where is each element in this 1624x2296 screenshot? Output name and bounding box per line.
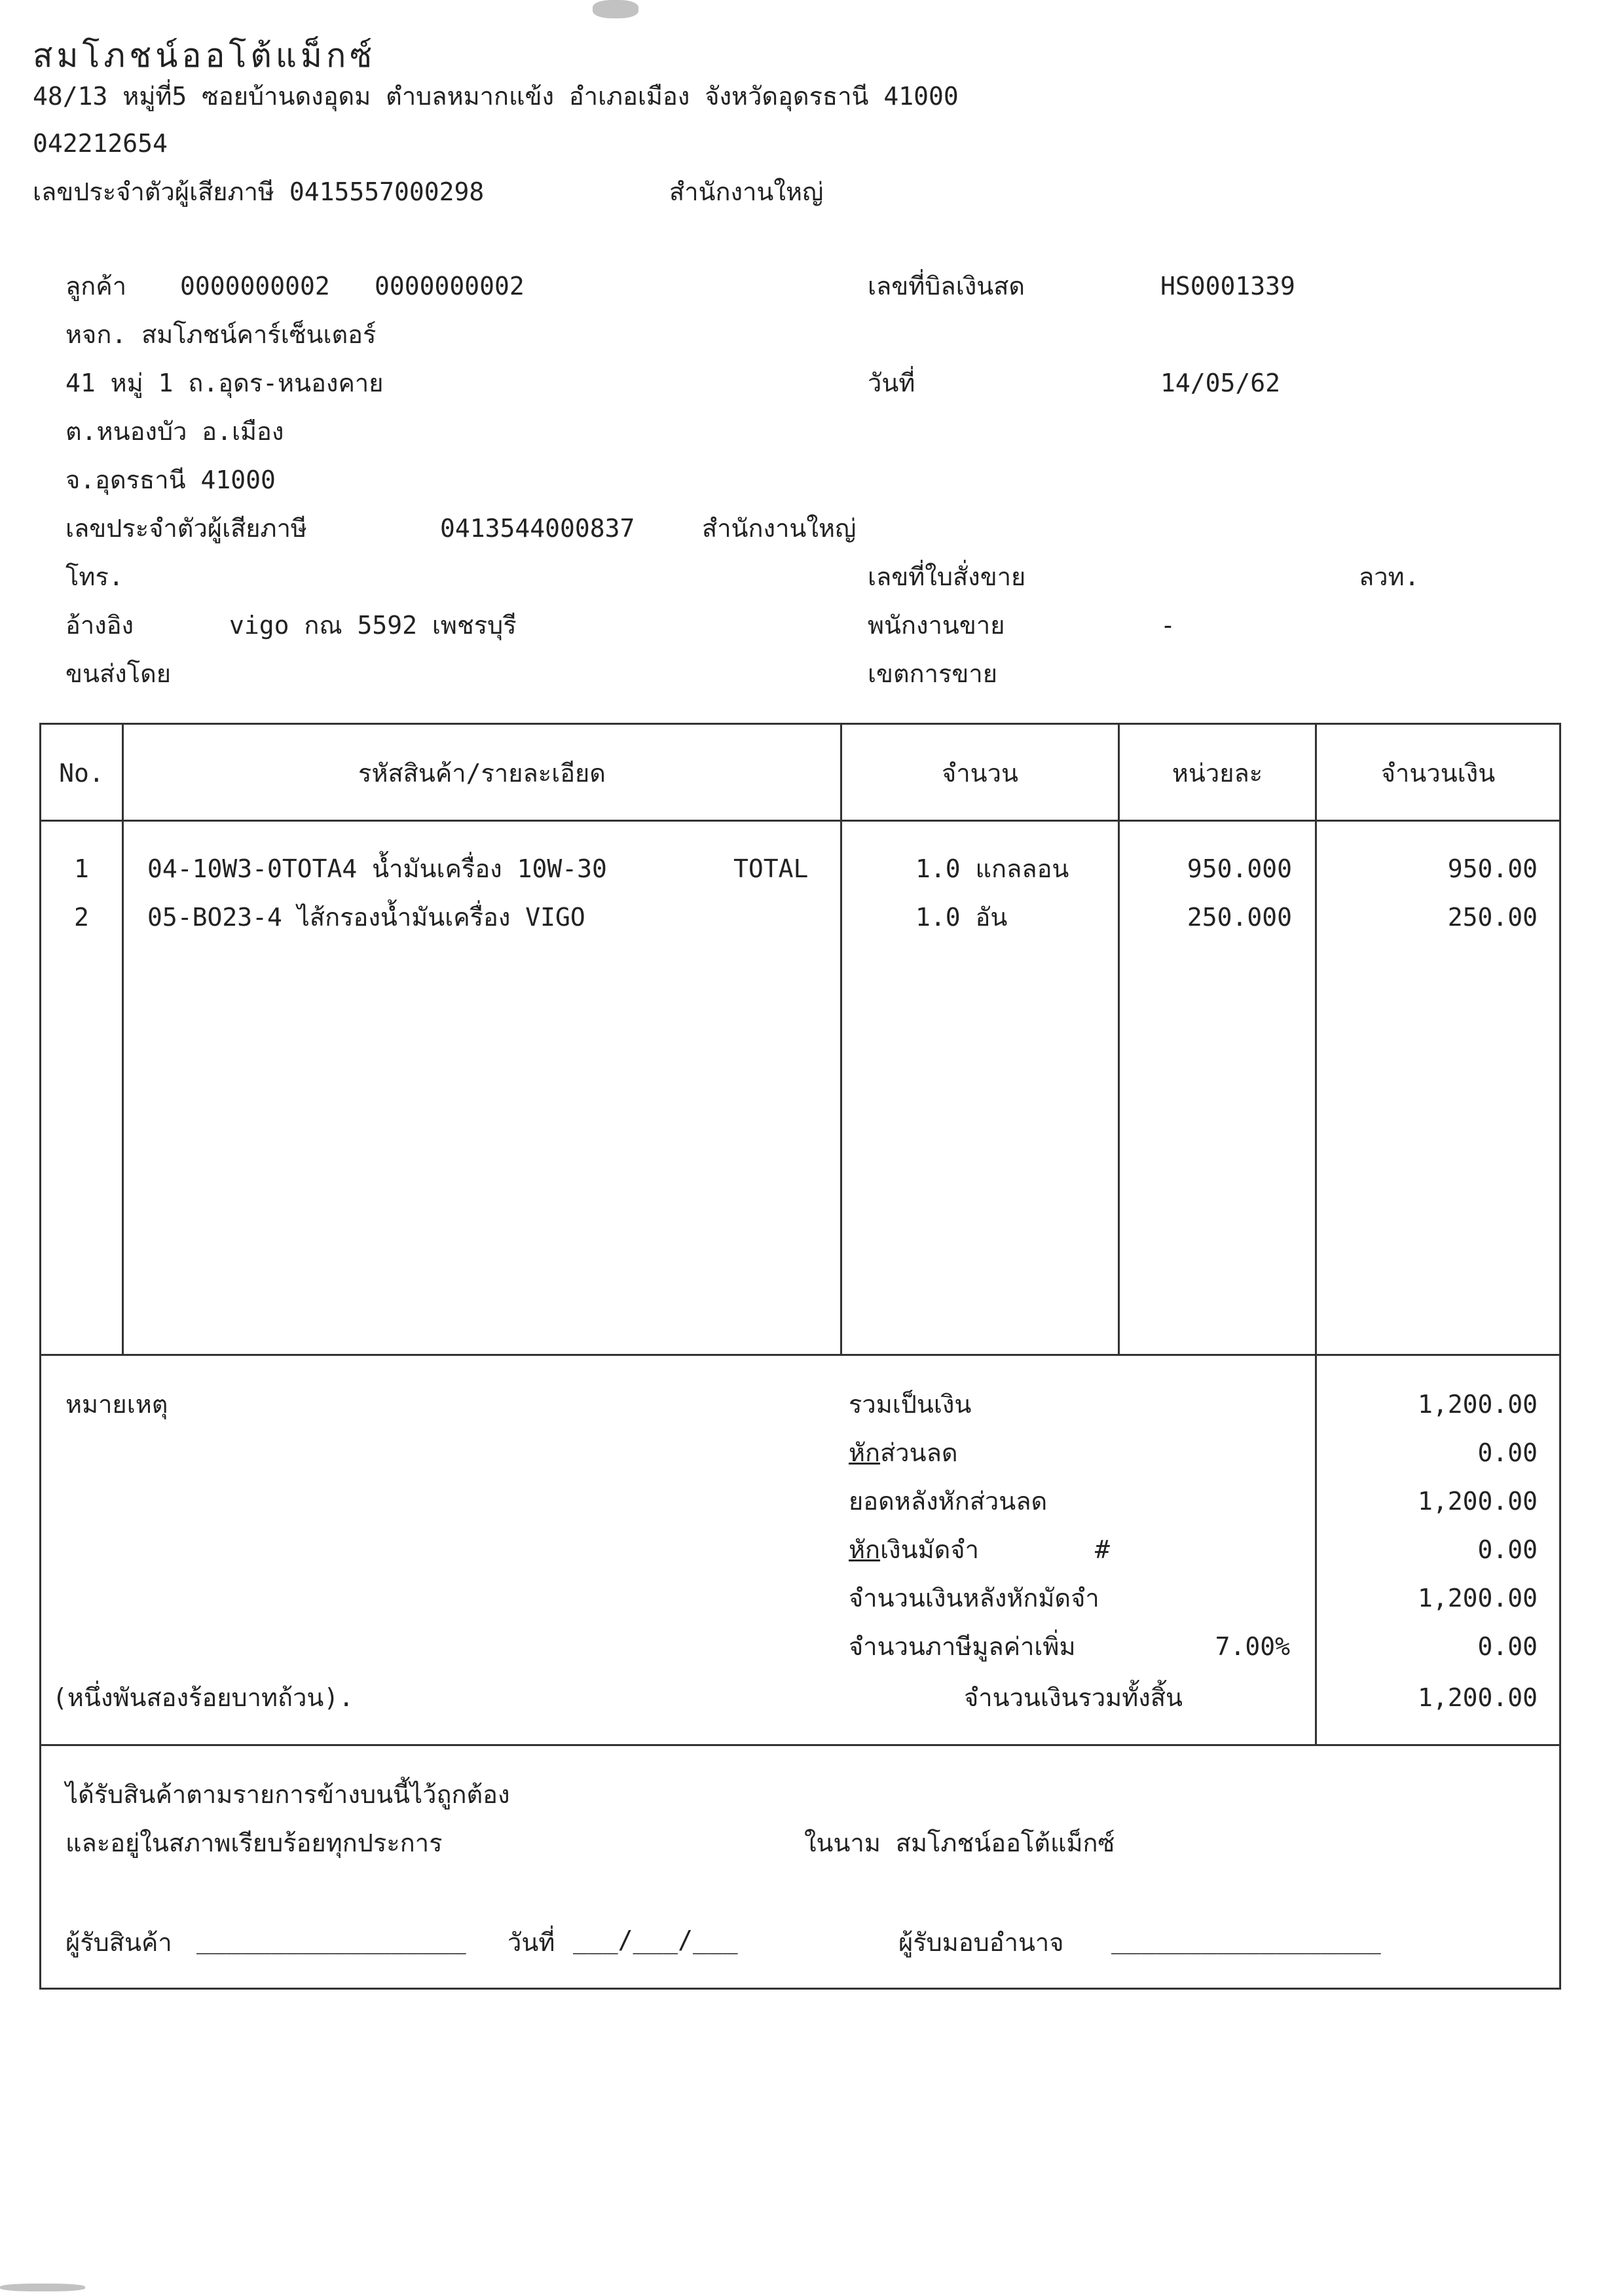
bill-date: 14/05/62 — [1160, 369, 1281, 397]
amount-in-words: (หนึ่งพันสองร้อยบาทถ้วน). — [52, 1683, 354, 1712]
grand-total-value: 1,200.00 — [1417, 1683, 1538, 1712]
received-statement-1: ได้รับสินค้าตามรายการข้างบนนี้ไว้ถูกต้อง — [65, 1780, 510, 1809]
after-discount-value: 1,200.00 — [1417, 1487, 1538, 1516]
bill-number: HS0001339 — [1160, 272, 1295, 301]
vat-label: จำนวนภาษีมูลค่าเพิ่ม — [849, 1632, 1076, 1661]
receiver-label: ผู้รับสินค้า — [65, 1928, 172, 1957]
customer-code-2: 0000000002 — [375, 272, 525, 301]
receive-date-blank: ___/___/___ — [573, 1925, 738, 1954]
received-statement-2: และอยู่ในสภาพเรียบร้อยทุกประการ — [65, 1829, 443, 1857]
bill-date-label: วันที่ — [868, 369, 915, 397]
row-description: 05-BO23-4 ไส้กรองน้ำมันเครื่อง VIGO — [147, 903, 585, 932]
header-unit-price: หน่วยละ — [1172, 759, 1263, 788]
receiver-signature-line: __________________ — [196, 1925, 466, 1954]
subtotal-value: 1,200.00 — [1417, 1390, 1538, 1419]
customer-label: ลูกค้า — [65, 272, 127, 301]
receive-date-label: วันที่ — [507, 1928, 555, 1957]
salesperson-value: - — [1160, 611, 1175, 640]
customer-phone-label: โทร. — [65, 562, 124, 591]
vat-rate: 7.00% — [1215, 1632, 1290, 1661]
company-tax-id: เลขประจำตัวผู้เสียภาษี 0415557000298 — [33, 177, 485, 206]
discount-label — [849, 1440, 958, 1465]
sales-order-value: ลวท. — [1359, 562, 1420, 591]
subtotal-label: รวมเป็นเงิน — [849, 1390, 972, 1419]
after-deposit-label: จำนวนเงินหลังหักมัดจำ — [849, 1584, 1099, 1613]
header-description: รหัสสินค้า/รายละเอียด — [358, 759, 606, 788]
row-quantity: 1.0 อัน — [915, 903, 1008, 932]
header-amount: จำนวนเงิน — [1380, 759, 1496, 788]
bill-number-label: เลขที่บิลเงินสด — [868, 272, 1025, 301]
company-name: สมโภชน์ออโต้แม็กซ์ — [33, 37, 377, 75]
customer-tax-id: 0413544000837 — [440, 514, 635, 543]
authorized-label: ผู้รับมอบอำนาจ — [898, 1928, 1064, 1957]
grand-total-label: จำนวนเงินรวมทั้งสิ้น — [964, 1683, 1183, 1712]
deposit-label — [849, 1537, 979, 1562]
customer-address-1: 41 หมู่ 1 ถ.อุดร-หนองคาย — [65, 369, 384, 397]
row-brand: TOTAL — [733, 854, 809, 883]
on-behalf-of: ในนาม สมโภชน์ออโต้แม็กซ์ — [804, 1829, 1115, 1857]
row-number: 2 — [74, 903, 89, 932]
after-deposit-value: 1,200.00 — [1417, 1584, 1538, 1613]
deposit-label-text: เงินมัดจำ — [880, 1535, 979, 1564]
discount-label-deduct: หัก — [849, 1438, 881, 1467]
row-unit-price: 250.000 — [1187, 903, 1292, 932]
header-no: No. — [59, 759, 104, 788]
company-branch: สำนักงานใหญ่ — [669, 177, 824, 206]
company-address: 48/13 หมู่ที่5 ซอยบ้านดงอุดม ตำบลหมากแข้ง อำเภอเมือง จังหวัดอุดรธานี 41000 — [33, 82, 959, 111]
salesperson-label: พนักงานขาย — [868, 611, 1005, 640]
sales-order-label: เลขที่ใบสั่งขาย — [868, 562, 1026, 591]
scan-smudge — [593, 0, 638, 18]
row-amount: 250.00 — [1447, 903, 1538, 932]
discount-label-text: ส่วนลด — [880, 1438, 958, 1467]
authorized-signature-line: __________________ — [1111, 1925, 1381, 1954]
reference-value: vigo กณ 5592 เพชรบุรี — [229, 611, 517, 640]
customer-tax-label: เลขประจำตัวผู้เสียภาษี — [65, 514, 307, 543]
row-number: 1 — [74, 854, 89, 883]
deposit-value: 0.00 — [1477, 1535, 1538, 1564]
after-discount-label: ยอดหลังหักส่วนลด — [849, 1487, 1048, 1516]
deposit-label-deduct: หัก — [849, 1535, 881, 1564]
remark-label: หมายเหตุ — [65, 1390, 168, 1419]
customer-address-3: จ.อุดรธานี 41000 — [65, 465, 276, 494]
deposit-hash: # — [1095, 1535, 1110, 1564]
scan-edge-mark — [0, 2284, 85, 2291]
customer-name: หจก. สมโภชน์คาร์เซ็นเตอร์ — [65, 320, 377, 349]
customer-code-1: 0000000002 — [180, 272, 330, 301]
customer-branch: สำนักงานใหญ่ — [702, 514, 857, 543]
shipping-label: ขนส่งโดย — [65, 659, 172, 688]
row-amount: 950.00 — [1447, 854, 1538, 883]
customer-address-2: ต.หนองบัว อ.เมือง — [65, 417, 284, 446]
discount-value: 0.00 — [1477, 1438, 1538, 1467]
row-unit-price: 950.000 — [1187, 854, 1292, 883]
row-quantity: 1.0 แกลลอน — [915, 854, 1069, 883]
company-phone: 042212654 — [33, 129, 168, 158]
row-description: 04-10W3-0TOTA4 น้ำมันเครื่อง 10W-30 — [147, 854, 607, 883]
vat-value: 0.00 — [1477, 1632, 1538, 1661]
header-quantity: จำนวน — [942, 759, 1018, 788]
sales-area-label: เขตการขาย — [868, 659, 997, 688]
reference-label: อ้างอิง — [65, 611, 134, 640]
